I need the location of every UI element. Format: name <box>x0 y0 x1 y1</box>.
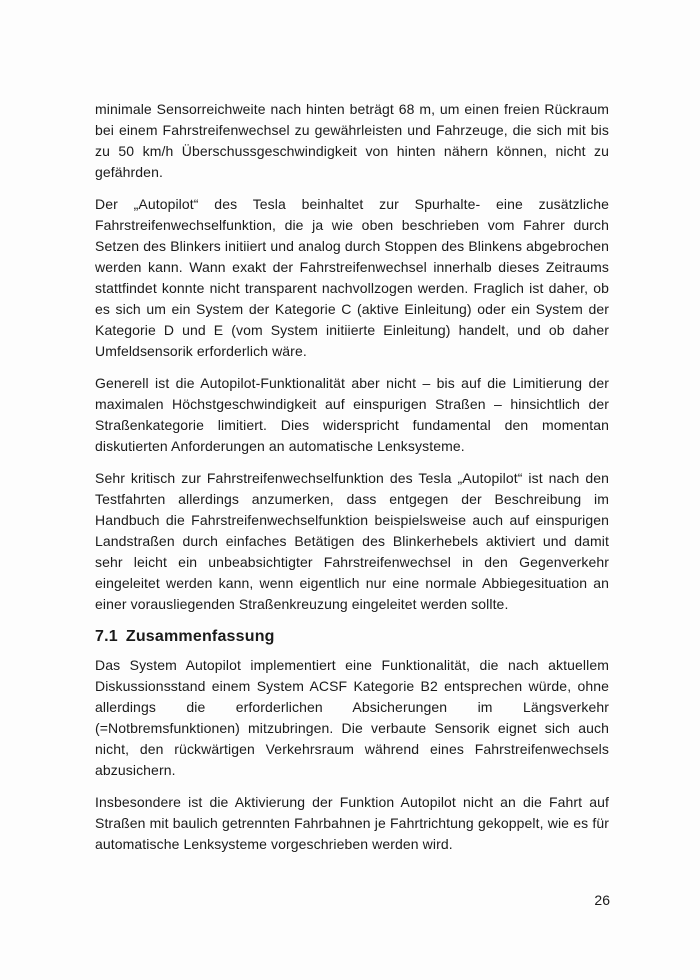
paragraph-road-category: Generell ist die Autopilot-Funktionalität aber nicht – bis auf die Limitierung der maximalen Höchstgeschwindigkeit auf einspurigen Straßen – hinsichtlich der Straßenkategorie limitiert. Dies widerspricht fundamental den momentan diskutierten Anforderungen an automatische Lenksysteme. <box>95 375 609 454</box>
paragraph-sensor-range: minimale Sensorreichweite nach hinten beträgt 68 m, um einen freien Rückraum bei einem Fahrstreifenwechsel zu gewährleisten und Fahrzeuge, die sich mit bis zu 50 km/h Überschussgeschwindigkeit von hinten nähern können, nicht zu gefährden. <box>95 101 609 180</box>
section-number: 7.1 <box>95 628 118 645</box>
paragraph-critical-remark: Sehr kritisch zur Fahrstreifenwechselfunktion des Tesla „Autopilot“ ist nach den Testfahrten allerdings anzumerken, dass entgegen der Beschreibung im Handbuch die Fahrstreifenwechselfunktion beispielsweise auch auf einspurigen Landstraßen durch einfaches Betätigen des Blinkerhebels aktiviert und damit sehr leicht ein unbeabsichtigter Fahrstreifenwechsel in den Gegenverkehr eingeleitet werden kann, wenn eigentlich nur eine normale Abbiegesituation an einer vorausliegenden Straßenkreuzung eingeleitet werden sollte. <box>95 470 609 612</box>
paragraph-summary-2: Insbesondere ist die Aktivierung der Funktion Autopilot nicht an die Fahrt auf Straßen mit baulich getrennten Fahrbahnen je Fahrtrichtung gekoppelt, wie es für automatische Lenksysteme vorgeschrieben werden wird. <box>95 794 609 852</box>
paragraph-summary-1: Das System Autopilot implementiert eine Funktionalität, die nach aktuellem Diskussionsstand einem System ACSF Kategorie B2 entsprechen würde, ohne allerdings die erforderlichen Absicherungen im Längsverkehr (=Notbremsfunktionen) mitzubringen. Die verbaute Sensorik eignet sich auch nicht, den rückwärtigen Verkehrsraum während eines Fahrstreifenwechsels abzusichern. <box>95 657 609 778</box>
page-number: 26 <box>594 892 610 908</box>
section-title: Zusammenfassung <box>125 628 275 645</box>
section-heading <box>95 626 609 648</box>
paragraph-autopilot-lane-change: Der „Autopilot“ des Tesla beinhaltet zur Spurhalte- eine zusätzliche Fahrstreifenwechselfunktion, die ja wie oben beschrieben vom Fahrer durch Setzen des Blinkers initiiert und analog durch Stoppen des Blinkens abgebrochen werden kann. Wann exakt der Fahrstreifenwechsel innerhalb dieses Zeitraums stattfindet konnte nicht transparent nachvollzogen werden. Fraglich ist daher, ob es sich um ein System der Kategorie C (aktive Einleitung) oder ein System der Kategorie D und E (vom System initiierte Einleitung) handelt, und ob daher Umfeldsensorik erforderlich wäre. <box>95 196 609 359</box>
page-body <box>95 99 609 866</box>
